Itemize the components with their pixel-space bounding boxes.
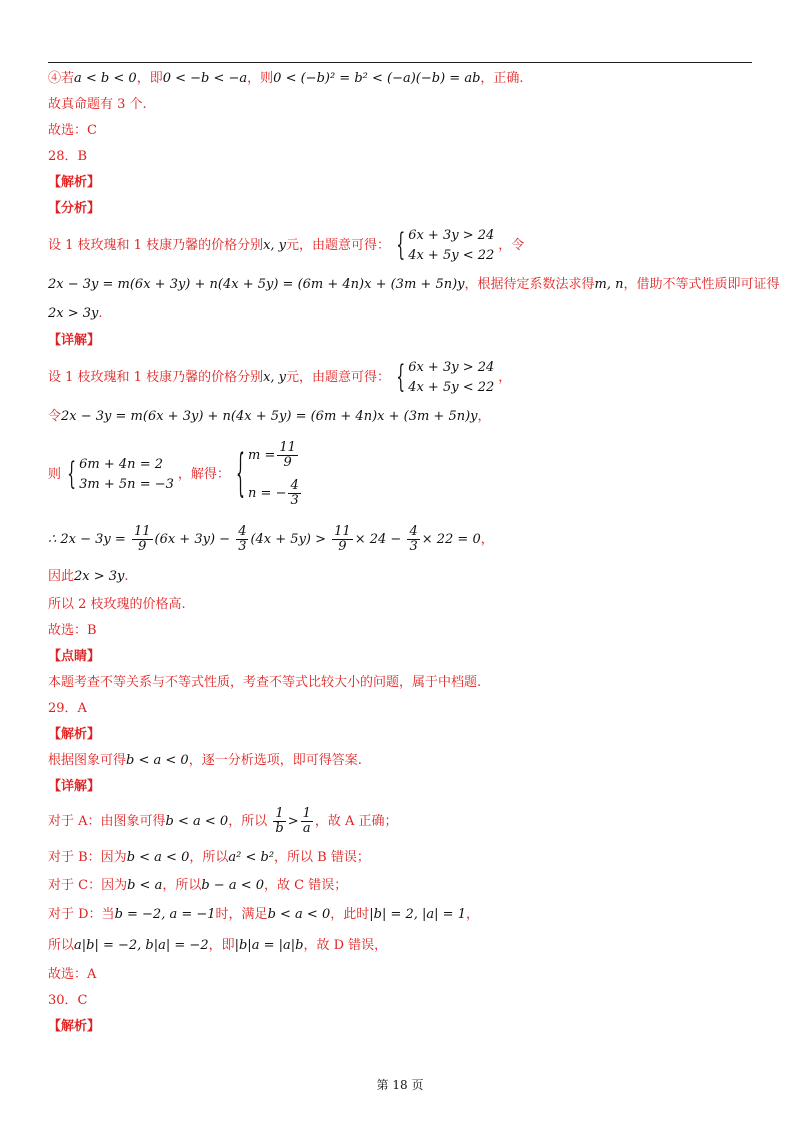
text: ，解得：	[177, 467, 230, 482]
math: b < a < 0	[126, 753, 189, 768]
text: ，则	[247, 71, 274, 86]
text: ，故 A 正确；	[314, 814, 398, 829]
text: 时，满足	[215, 907, 268, 922]
text: ，正确.	[480, 71, 524, 86]
fraction: $\frac{11}{9}$	[279, 439, 296, 470]
text-line	[48, 872, 752, 900]
section-heading: 【详解】	[48, 333, 101, 348]
math: 0 < (−b)² = b² < (−a)(−b) = ab	[273, 71, 481, 86]
text-line	[48, 518, 752, 562]
text: ④若	[48, 71, 75, 86]
fraction: $\frac{4}{3}$	[290, 477, 299, 508]
math: × 24 −	[354, 532, 402, 547]
text: ，令	[498, 238, 525, 253]
text: 元，由题意可得：	[286, 370, 391, 385]
text-line	[48, 800, 752, 844]
math: 2x − 3y = m(6x + 3y) + n(4x + 5y) = (6m + 4n)x + (3m + 5n)y	[48, 277, 465, 292]
math: a² < b²	[228, 850, 275, 865]
text-line	[48, 432, 752, 518]
text: 因此	[48, 569, 75, 584]
system-row: 4x + 5y < 22	[408, 379, 495, 395]
text-line: 故真命题有 3 个.	[48, 97, 147, 112]
text-line	[48, 222, 752, 270]
text: 所以	[48, 938, 75, 953]
equation-system	[69, 455, 174, 495]
text: ，此时	[330, 907, 370, 922]
math: b = −2, a = −1	[114, 907, 216, 922]
text: 对于 D：当	[48, 907, 115, 922]
text: 根据图象可得	[48, 753, 127, 768]
text-line	[48, 402, 752, 432]
text: 令	[48, 409, 62, 424]
fraction: $\frac{4}{3}$	[409, 524, 418, 554]
text: .	[98, 306, 103, 321]
section-heading: 【点睛】	[48, 649, 101, 664]
math: (4x + 5y) >	[250, 532, 327, 547]
math: b < a	[127, 878, 163, 893]
math: m =	[248, 447, 276, 463]
question-number: 30．C	[48, 993, 88, 1008]
page-number: 第 18 页	[376, 1078, 424, 1092]
text: 则	[48, 467, 62, 482]
section-heading: 【解析】	[48, 727, 101, 742]
math: b < a < 0	[267, 907, 331, 922]
math: 2x > 3y	[48, 306, 99, 321]
math: m, n	[594, 277, 624, 292]
question-number: 28．B	[48, 149, 88, 164]
text-line	[48, 900, 752, 930]
math: a|b| = −2, b|a| = −2	[74, 938, 209, 953]
text: ，借助不等式性质即可证得	[623, 277, 780, 292]
inequality-system	[398, 358, 494, 398]
math: b < a < 0	[165, 814, 229, 829]
text: 对于 A：由图象可得	[48, 814, 166, 829]
text-line	[48, 562, 752, 592]
text: ，所以	[228, 814, 268, 829]
inequality-system	[398, 226, 494, 266]
text-line: 所以 2 枝玫瑰的价格高.	[48, 597, 186, 612]
question-number: 29．A	[48, 701, 87, 716]
system-row	[248, 437, 303, 475]
text-line	[48, 844, 752, 872]
text: ，	[477, 409, 491, 424]
math: b < a < 0	[126, 850, 190, 865]
system-row: 4x + 5y < 22	[408, 247, 495, 263]
text: 对于 B：因为	[48, 850, 127, 865]
text: ，根据待定系数法求得	[464, 277, 595, 292]
math: 2x − 3y = m(6x + 3y) + n(4x + 5y) = (6m + 4n)x + (3m + 5n)y	[61, 409, 478, 424]
text-line	[48, 930, 752, 962]
math: 2x > 3y	[74, 569, 125, 584]
text-line: 故选：C	[48, 123, 97, 138]
text: ，	[480, 532, 494, 547]
text: ，	[498, 370, 512, 385]
text-line	[48, 66, 752, 92]
math: x, y	[263, 370, 287, 385]
math: n = −	[248, 485, 287, 501]
math: x, y	[263, 238, 287, 253]
math: × 22 = 0	[421, 532, 481, 547]
text-line: 本题考查不等关系与不等式性质，考查不等式比较大小的问题，属于中档题.	[48, 675, 482, 690]
math: 0 < −b < −a	[162, 71, 248, 86]
text: ，即	[208, 938, 235, 953]
text: 设 1 枝玫瑰和 1 枝康乃馨的价格分别	[48, 238, 264, 253]
text-line	[48, 354, 752, 402]
math: |b| = 2, |a| = 1	[369, 907, 466, 922]
system-row: { 6x + 3y > 24	[408, 227, 495, 243]
text: ，所以 B 错误；	[274, 850, 370, 865]
text: 对于 C：因为	[48, 878, 128, 893]
text: ，所以	[162, 878, 202, 893]
text: ，逐一分析选项，即可得答案.	[188, 753, 362, 768]
text-line	[48, 300, 752, 328]
section-heading: 【详解】	[48, 779, 101, 794]
system-row: { 6m + 4n = 2	[79, 456, 163, 472]
text: ，故 D 错误，	[303, 938, 388, 953]
math: |b|a = |a|b	[234, 938, 304, 953]
header-rule	[48, 62, 752, 63]
system-row	[248, 475, 303, 513]
fraction: $\frac{4}{3}$	[238, 524, 247, 554]
text: ，	[465, 907, 479, 922]
text: 元，由题意可得：	[286, 238, 391, 253]
math: >	[287, 814, 299, 829]
text-line: 故选：A	[48, 967, 97, 982]
fraction: $\frac{11}{9}$	[334, 524, 351, 554]
page-content	[48, 66, 780, 1040]
text: ，所以	[189, 850, 229, 865]
fraction: $\frac{11}{9}$	[133, 524, 151, 554]
math: ∴ 2x − 3y =	[48, 532, 126, 547]
section-heading: 【解析】	[48, 1019, 101, 1034]
math: b − a < 0	[201, 878, 265, 893]
text-line	[48, 748, 752, 774]
text-line	[48, 270, 780, 300]
text: ，即	[136, 71, 163, 86]
fraction: $\frac{1}{b}$	[275, 806, 284, 836]
math: (6x + 3y) −	[154, 532, 231, 547]
text: ，故 C 错误；	[264, 878, 348, 893]
section-heading: 【分析】	[48, 201, 101, 216]
section-heading: 【解析】	[48, 175, 101, 190]
math: a < b < 0	[74, 71, 137, 86]
solution-system	[238, 437, 303, 513]
text: .	[124, 569, 129, 584]
text-line: 故选：B	[48, 623, 97, 638]
text: 设 1 枝玫瑰和 1 枝康乃馨的价格分别	[48, 370, 264, 385]
fraction: $\frac{1}{a}$	[302, 806, 311, 836]
system-row: 3m + 5n = −3	[79, 476, 174, 492]
system-row: { 6x + 3y > 24	[408, 359, 495, 375]
